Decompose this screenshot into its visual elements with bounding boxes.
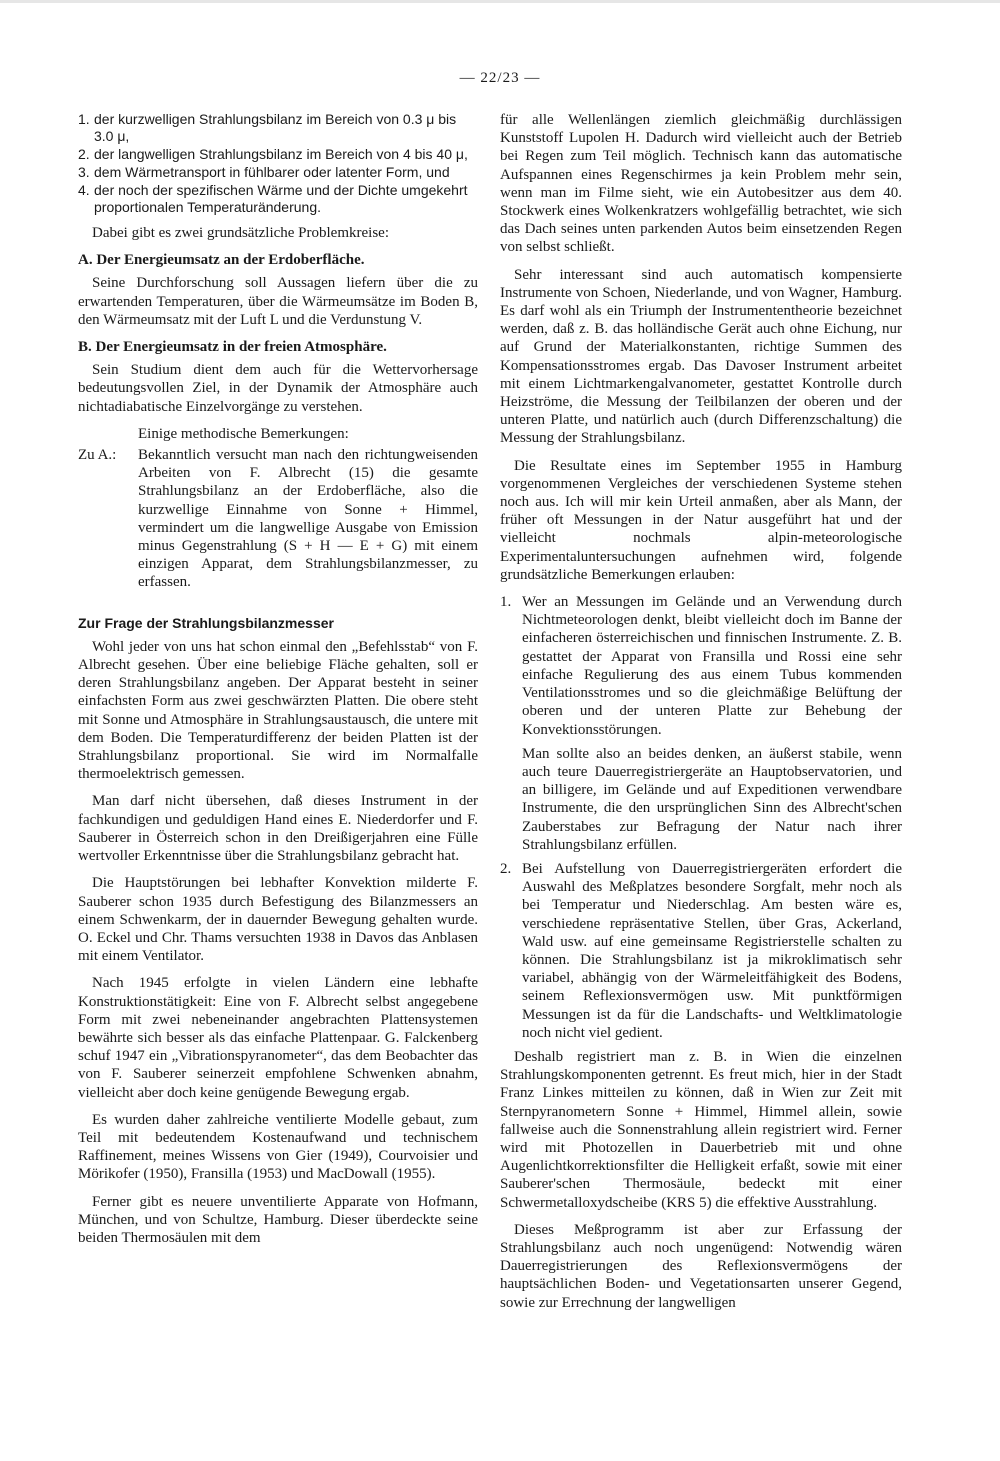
list-item: 4. der noch der spezifischen Wärme und der Dichte umgekehrt proportionalen Temperaturänderung. — [78, 182, 468, 215]
list-item: 3. dem Wärmetransport in fühlbarer oder latenter Form, und — [78, 164, 450, 180]
paragraph: für alle Wellenlängen ziemlich gleichmäßig durchlässigen Kunststoff Lupolen H. Dadurch wird vielleicht auch der Betrieb bei Regen zum Teil möglich. Technisch kann das automatische Aufspannen eines Regenschirmes ja kein Problem mehr sein, wenn man im Filme sieht, wie ein Autobesitzer aus dem 40. Stockwerk eines Wolkenkratzers wohlgefällig betrachtet, wie sich das Dach seines unten parkenden Autos beim einsetzenden Regen von selbst schließt. — [500, 112, 902, 256]
left-column — [78, 111, 478, 1256]
list-item: 2. der langwelligen Strahlungsbilanz im Bereich von 4 bis 40 μ, — [78, 146, 468, 162]
list-item: 1. der kurzwelligen Strahlungsbilanz im Bereich von 0.3 μ bis 3.0 μ, — [78, 111, 457, 144]
numbered-list — [500, 593, 902, 1042]
paragraph: Man darf nicht übersehen, daß dieses Instrument in der fachkundigen und geduldigen Hand eines E. Niederdorfer und F. Sauberer in Österreich schon in den Dreißigerjahren eine Fülle wertvoller Erkenntnisse über die Strahlungsbilanz gebracht hat. — [78, 793, 478, 865]
numbered-list — [78, 111, 478, 216]
zu-a-text: Bekanntlich versucht man nach den richtungweisenden Arbeiten von F. Albrecht (15) die gesamte Strahlungsbilanz an der Erdoberfläche, also die kurzwellige Einnahme von Sonne + Himmel, vermindert um die langwellige Ausgabe von Emission minus Gegenstrahlung (S + H — E + G) mit einem einzigen Apparat, dem Strahlungsbilanzmesser, zu erfassen. — [138, 447, 478, 591]
zu-a-label: Zu A.: — [78, 447, 117, 464]
paragraph: Dabei gibt es zwei grundsätzliche Problemkreise: — [92, 225, 389, 241]
paragraph: Die Resultate eines im September 1955 in Hamburg vorgenommenen Vergleiches der verschiedenen Systeme stehen noch aus. Ich will mir kein Urteil anmaßen, aber als Mann, der früher oft Messungen in der Natur ausgeführt hat und der vielleicht nochmals alpin-meteorologische Experimentaluntersuchungen aufnehmen wird, folgende grundsätzliche Bemerkungen erlauben: — [500, 457, 902, 583]
list-item: 1. Wer an Messungen im Gelände und an Verwendung durch Nichtmeteorologen denkt, bleibt vielleicht doch im Banne der einfacheren österreichischen und finnischen Instrumente. Z. B. gestattet der Apparat von Fransilla und Rossi eine sehr einfache Regulierung des aus einem Tubus kommenden Ventilationsstromes und so die gleichmäßige Belüftung der oberen und der unteren Platte zur Behebung der Konvektionsstörungen. Man sollte also an beides denken, an äußerst stabile, wenn auch teure Dauerregistriergeräte an Hauptobservatorien, und an billigere, im Gelände und auf Expeditionen verwendbare Instrumente, die den ursprünglichen Sinn des Albrecht'schen Zauberstabes zur Befragung der Natur nach ihrer Strahlungsbilanz erfüllen. — [500, 594, 902, 853]
paragraph: Die Hauptstörungen bei lebhafter Konvektion milderte F. Sauberer schon 1935 durch Befestigung des Bilanzmessers an einem Schwenkarm, der in dauernder Bewegung gehalten wurde. O. Eckel und Chr. Thams versuchten 1938 in Davos das Anblasen mit einem Ventilator. — [78, 875, 478, 965]
scan-edge — [0, 0, 1000, 3]
section-heading: Zur Frage der Strahlungsbilanzmesser — [78, 614, 334, 631]
paragraph: Dieses Meßprogramm ist aber zur Erfassung der Strahlungsbilanz auch noch ungenügend: Notwendig wären Dauerregistrierungen des Reflexionsvermögens der hauptsächlichen Boden- und Vegetationsarten unserer Gegend, sowie zur Errechnung der langwelligen — [500, 1221, 902, 1311]
paragraph: Seine Durchforschung soll Aussagen liefern über die zu erwartenden Temperaturen, über die Wärmeumsätze im Boden B, den Wärmeumsatz mit der Luft L und die Verdunstung V. — [78, 275, 478, 328]
paragraph: Wohl jeder von uns hat schon einmal den „Befehlsstab“ von F. Albrecht gesehen. Über eine beliebige Fläche gehalten, soll er deren Strahlungsbilanz angeben. Der Apparat besteht in seiner einfachsten Form aus zwei geschwärzten Platten. Die obere steht mit Sonne und Atmosphäre in Strahlungsaustausch, die untere mit dem Boden. Die Temperaturdifferenz der beiden Platten ist der Strahlungsbilanz proportional. Sie wird im Normalfalle thermoelektrisch gemessen. — [78, 638, 478, 783]
right-column — [500, 111, 902, 1321]
paragraph: Sehr interessant sind auch automatisch kompensierte Instrumente von Schoen, Niederlande, und von Wagner, Hamburg. Es darf wohl als ein Triumph der Instrumententheorie bezeichnet werden, daß z. B. das holländische Gerät auch ohne Eichung, nur auf Grund der Materialkonstanten, richtige Summen des Kompensationsstromes ergab. Das Davoser Instrument arbeitet mit einem Lichtmarkengalvanometer, gestattet Kontrolle durch Heizströme, die Messung der Teilbilanzen der oberen und der unteren Platte, und natürlich auch (durch Differenzschaltung) die Messung der Strahlungsbilanz. — [500, 266, 902, 447]
paragraph: Nach 1945 erfolgte in vielen Ländern eine lebhafte Konstruktionstätigkeit: Eine von F. Albrecht selbst angegebene Form mit zwei nebeneinander angebrachten Plattensystemen bewährte sich besser als das einfache Plattenpaar. G. Falckenberg schuf 1947 ein „Vibrationspyranometer“, das dem Beobachter das von F. Sauberer seinerzeit empfohlene Schwenken abnahm, vielleicht aber doch keine genügende Bewegung ergab. — [78, 975, 478, 1101]
paragraph: Einige methodische Bemerkungen: — [138, 425, 349, 442]
list-item: 2. Bei Aufstellung von Dauerregistriergeräten erfordert die Auswahl des Meßplatzes besondere Sorgfalt, mehr noch als bei Temperatur und Niederschlag. Am besten wäre es, verschiedene repräsentative Stellen, über Gras, Ackerland, Wald usw. auf eine gemeinsame Registrierstelle schalten zu können. Die Strahlungsbilanz ist ja mikroklimatisch sehr variabel, abhängig von der Wärmeleitfähigkeit des Bodens, seinem Reflexionsvermögen usw. Mit punktförmigen Messungen ist da für die Landschafts- und Weltklimatologie noch nicht viel gedient. — [500, 860, 902, 1041]
paragraph: Es wurden daher zahlreiche ventilierte Modelle gebaut, zum Teil mit bedeutendem Kostenaufwand und technischem Raffinement, meines Wissens von Gier (1949), Courvoisier und Mörikofer (1950), Fransilla (1953) und MacDowall (1955). — [78, 1111, 478, 1183]
paragraph: Deshalb registriert man z. B. in Wien die einzelnen Strahlungskomponenten getrennt. Es freut mich, hier in der Stadt Franz Linkes mitteilen zu können, daß in Wien zur Zeit mit Sternpyranometern Sonne + Himmel, Himmel allein, sowie fallweise auch die Sonnenstrahlung allein registriert wird. Ferner wird mit Photozellen in Dauerbetrieb mit und ohne Augenlichtkorrektionsfilter die Helligkeit erfaßt, sowie mit einer Sauberer'schen Thermosäule, bedeckt mit einer Schwermetalloxydscheibe (KRS 5) die effektive Ausstrahlung. — [500, 1048, 902, 1211]
paragraph: Sein Studium dient dem auch für die Wettervorhersage bedeutungsvollen Ziel, in der Dynamik der Atmosphäre auch nichtadiabatische Einzelvorgänge zu verstehen. — [78, 362, 478, 415]
section-heading-b: B. Der Energieumsatz in der freien Atmosphäre. — [78, 339, 387, 356]
zu-a-block — [78, 446, 478, 592]
section-heading-a: A. Der Energieumsatz an der Erdoberfläche. — [78, 252, 365, 269]
page-number: — 22/23 — — [459, 70, 541, 86]
paragraph: Ferner gibt es neuere unventilierte Apparate von Hofmann, München, und von Schultze, Hamburg. Dieser überdeckte seine beiden Thermosäulen mit dem — [78, 1193, 478, 1246]
